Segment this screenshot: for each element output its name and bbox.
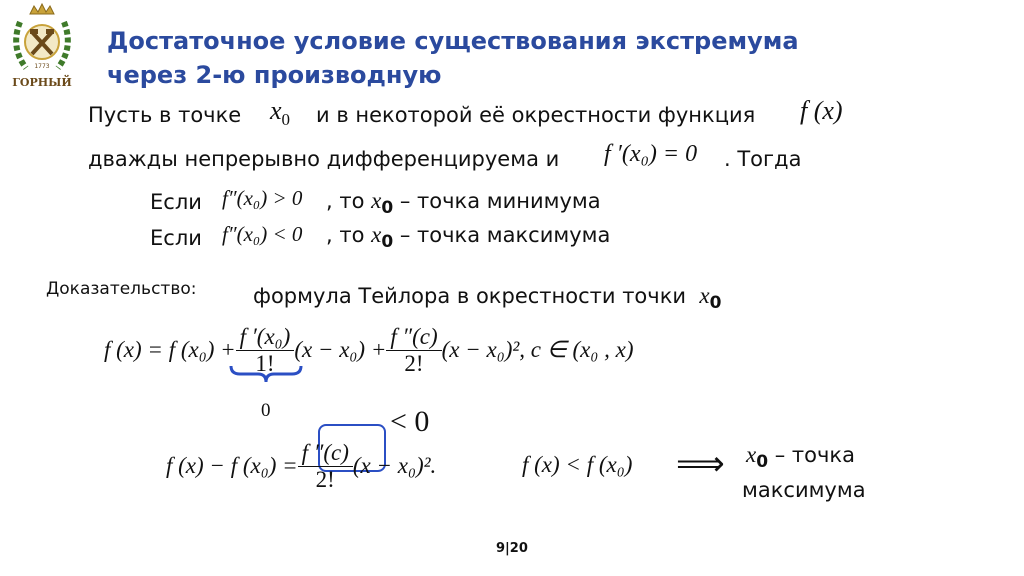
first-derivative-condition: f ′(x₀) = 0 [604, 141, 698, 167]
diff-fraction: $\frac{f ''(c)}{2!}$ [298, 440, 353, 493]
diff-lhs: f (x) − f (x₀) = [166, 453, 298, 478]
taylor-mid: (x − x₀) + [294, 337, 387, 362]
underbrace [228, 364, 304, 384]
slide-title-line2: через 2-ю производную [107, 61, 442, 89]
case-min-result: , то $x_0$ – точка минимума [326, 188, 601, 219]
case-max-if: Если [150, 226, 202, 250]
taylor-lhs: f (x) = f (x₀) + [104, 337, 236, 362]
inequality: f (x) < f (x₀) [522, 452, 633, 477]
line2-prefix: дважды непрерывно дифференцируема и [88, 147, 560, 171]
case-max-condition: f″(x₀) < 0 [222, 222, 303, 246]
line1-middle: и в некоторой её окрестности функция [316, 103, 756, 127]
university-logo [4, 2, 80, 90]
page-number: 9|20 [496, 541, 528, 556]
taylor-fraction-1: $\frac{\text{f ′(x₀)}}{1!}$ [236, 324, 295, 377]
svg-text:1773: 1773 [34, 63, 50, 70]
point-x0: $x_0$ [270, 96, 291, 130]
taylor-text: формула Тейлора в окрестности точки $x_0$ [253, 283, 722, 314]
case-max-result: , то $x_0$ – точка максимума [326, 222, 611, 253]
taylor-formula [104, 318, 633, 382]
line1-prefix: Пусть в точке [88, 103, 242, 127]
diff-tail: (x − x₀)². [352, 453, 437, 478]
case-min-if: Если [150, 190, 202, 214]
less-than-zero: < 0 [390, 405, 430, 438]
conclusion-line1: $x_0$ – точка [746, 442, 855, 473]
proof-label: Доказательство: [46, 279, 197, 299]
case-min-condition: f″(x₀) > 0 [222, 186, 303, 210]
taylor-tail: (x − x₀)², c ∈ (x₀ , x) [441, 337, 634, 362]
zero-label: 0 [261, 400, 271, 421]
line2-suffix: . Тогда [724, 147, 802, 171]
difference-formula [166, 434, 436, 498]
slide-title-line1: Достаточное условие существования экстремума [107, 27, 799, 55]
conclusion-line2: максимума [742, 478, 866, 502]
svg-text:ГОРНЫЙ: ГОРНЫЙ [12, 76, 72, 89]
function-f: f (x) [800, 96, 843, 125]
implies-arrow: ⟹ [676, 444, 725, 484]
taylor-fraction-2: $\frac{f ''(c)}{2!}$ [386, 324, 441, 377]
